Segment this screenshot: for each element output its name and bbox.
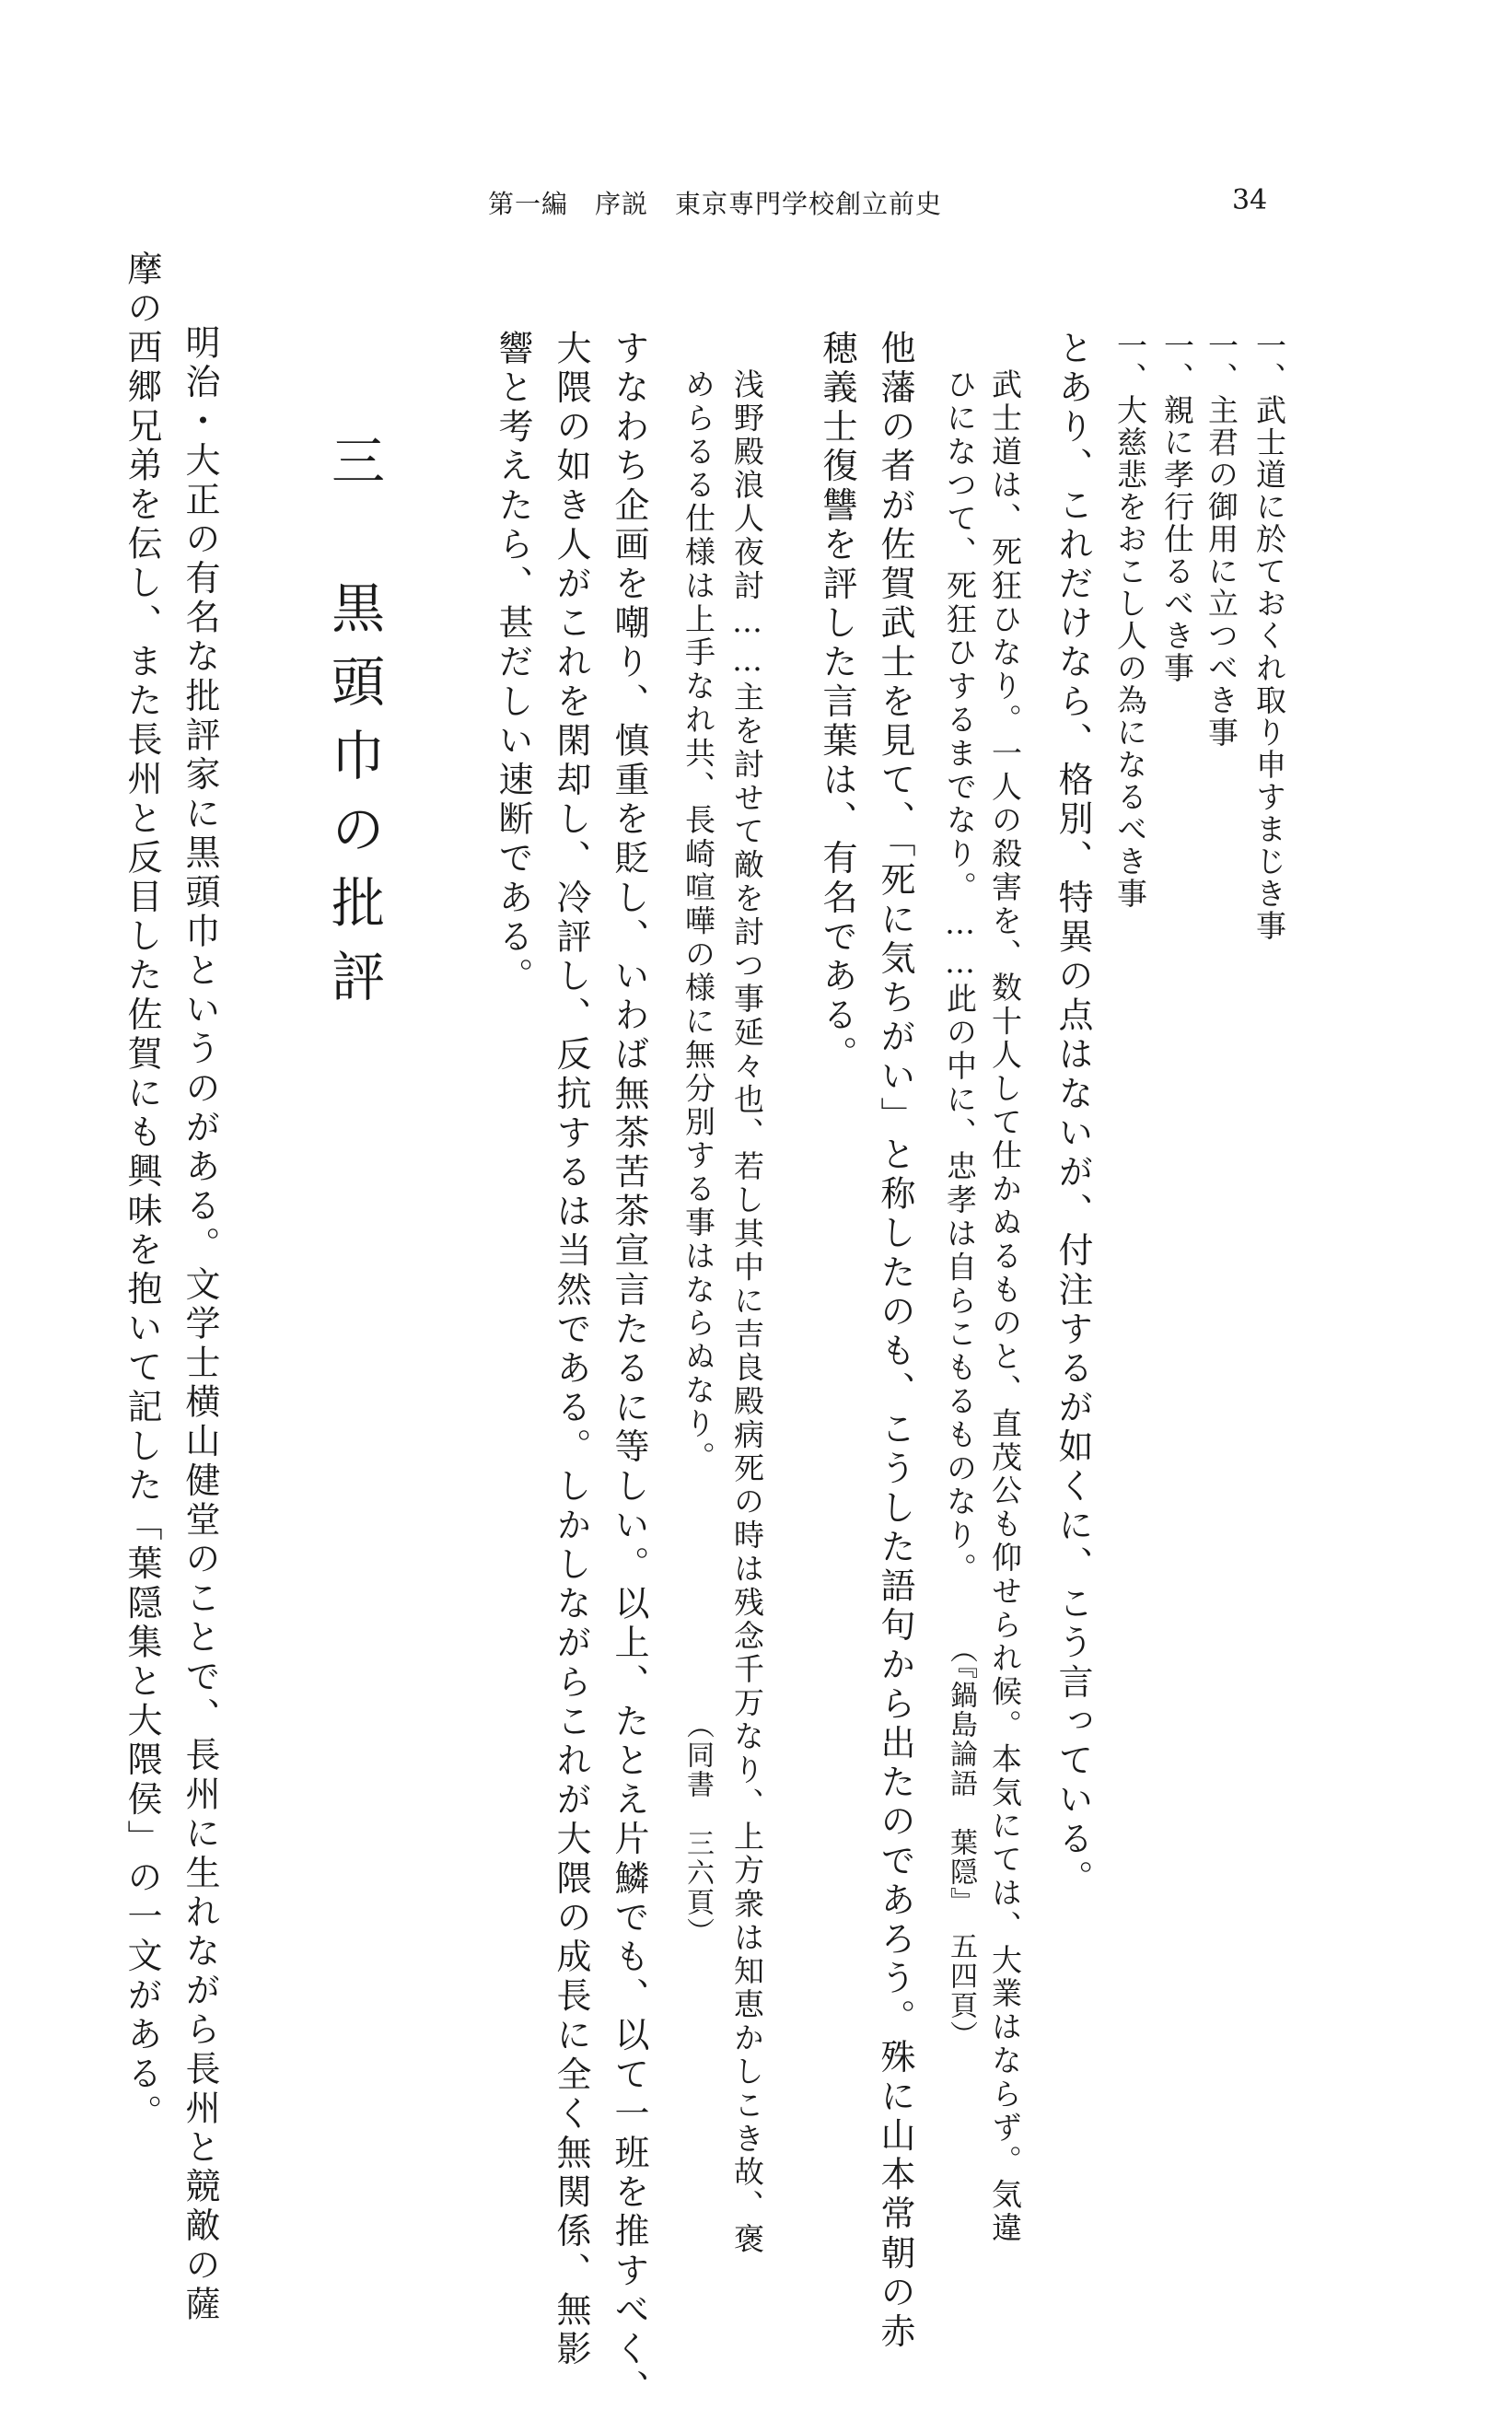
quote-line: めらるる仕様は上手なれ共、長崎喧嘩の様に無分別する事はならぬなり。 bbox=[680, 368, 716, 1475]
body-paragraph-line: すなわち企画を嘲り、慎重を貶し、いわば無茶苦茶宣言たるに等しい。以上、たとえ片鱗でも、以て一班を推すべく、 bbox=[609, 330, 649, 2409]
quote-line: 武士道は、死狂ひなり。一人の殺害を、数十人して仕かぬるものと、直茂公も仰せられ候。本気にては、大業はならず。気違 bbox=[987, 368, 1023, 2246]
list-item: 一、大慈悲をおこし人の為になるべき事 bbox=[1112, 330, 1148, 910]
quote-line: ひになつて、死狂ひするまでなり。……此の中に、忠孝は自らこもるものなり。 bbox=[942, 368, 978, 1587]
body-paragraph-line: 穂義士復讐を評した言葉は、有名である。 bbox=[817, 330, 857, 1076]
body-paragraph-line: 明治・大正の有名な批評家に黒頭巾というのがある。文学士横山健堂のことで、長州に生れながら長州と競敵の薩 bbox=[180, 324, 220, 2325]
page-number: 34 bbox=[1232, 184, 1268, 216]
citation: （同書 三六頁） bbox=[681, 1711, 714, 1947]
body-paragraph-line: 大隈の如き人がこれを閑却し、冷評し、反抗するは当然である。しかしながらこれが大隈の成長に全く無関係、無影 bbox=[551, 330, 591, 2370]
body-paragraph-line: とあり、これだけなら、格別、特異の点はないが、付注するが如くに、こう言っている。 bbox=[1053, 330, 1093, 1899]
section-heading: 三 黒頭巾の批評 bbox=[322, 433, 385, 1022]
list-item: 一、武士道に於ておくれ取り申すまじき事 bbox=[1251, 330, 1287, 942]
list-item: 一、主君の御用に立つべき事 bbox=[1204, 330, 1239, 749]
list-item: 一、親に孝行仕るべき事 bbox=[1159, 330, 1195, 684]
quote-line: 浅野殿浪人夜討……主を討せて敵を討つ事延々也、若し其中に吉良殿病死の時は残念千万なり、上方衆は知恵かしこき故、褒 bbox=[729, 368, 765, 2257]
body-paragraph-line: 響と考えたら、甚だしい速断である。 bbox=[493, 330, 533, 997]
citation: （『鍋島論語 葉隠』 五四頁） bbox=[945, 1635, 977, 2050]
running-header: 第一編 序説 東京専門学校創立前史 bbox=[488, 189, 943, 219]
body-paragraph-line: 摩の西郷兄弟を伝し、また長州と反目した佐賀にも興味を抱いて記した「葉隠集と大隈侯」の一文がある。 bbox=[122, 250, 162, 2134]
body-paragraph-line: 他藩の者が佐賀武士を見て、「死に気ちがい」と称したのも、こうした語句から出たのであろう。殊に山本常朝の赤 bbox=[875, 330, 915, 2353]
